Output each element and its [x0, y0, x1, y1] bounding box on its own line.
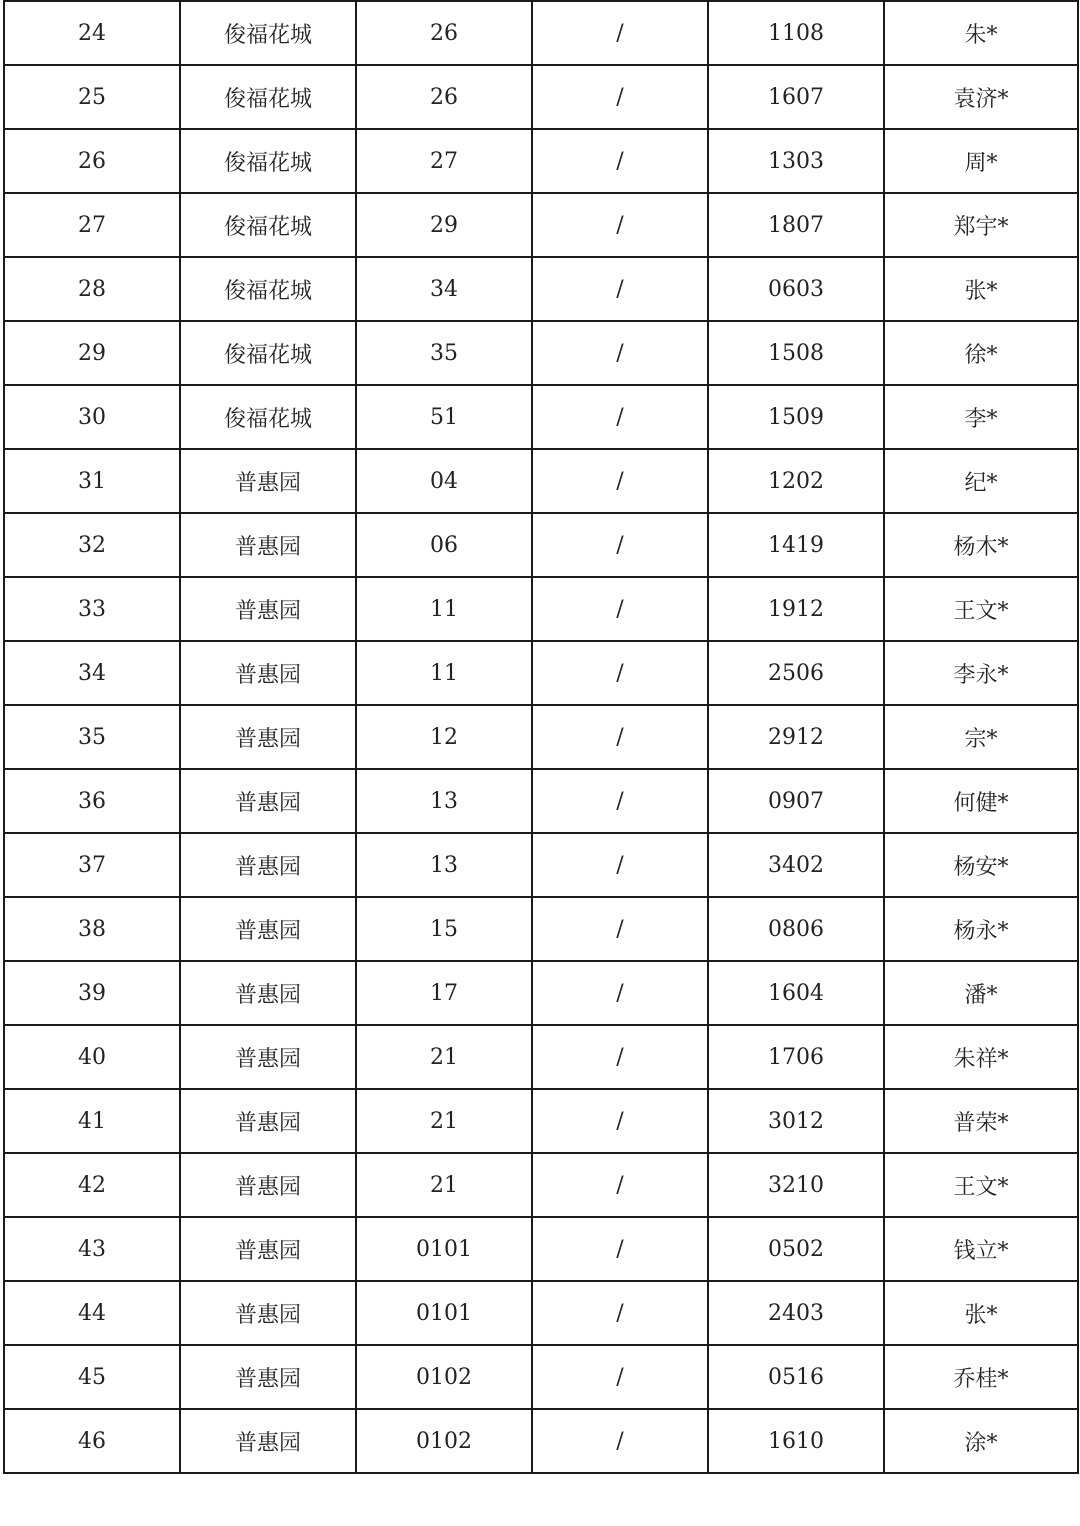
table-row	[4, 641, 1078, 705]
cell-unit: /	[532, 257, 708, 321]
cell-serial-number: 27	[4, 193, 180, 257]
cell-room: 0907	[708, 769, 884, 833]
cell-building: 34	[356, 257, 532, 321]
cell-community: 俊福花城	[180, 65, 356, 129]
cell-room: 1706	[708, 1025, 884, 1089]
cell-name: 李*	[884, 385, 1078, 449]
table-row	[4, 1089, 1078, 1153]
table-row	[4, 257, 1078, 321]
cell-building: 21	[356, 1153, 532, 1217]
cell-room: 1509	[708, 385, 884, 449]
table-row	[4, 449, 1078, 513]
cell-name: 纪*	[884, 449, 1078, 513]
cell-unit: /	[532, 641, 708, 705]
table-row	[4, 1217, 1078, 1281]
cell-name: 乔桂*	[884, 1345, 1078, 1409]
cell-community: 普惠园	[180, 1089, 356, 1153]
cell-name: 周*	[884, 129, 1078, 193]
cell-unit: /	[532, 961, 708, 1025]
cell-community: 普惠园	[180, 769, 356, 833]
cell-community: 俊福花城	[180, 129, 356, 193]
cell-building: 04	[356, 449, 532, 513]
cell-community: 普惠园	[180, 961, 356, 1025]
cell-unit: /	[532, 1153, 708, 1217]
cell-building: 13	[356, 833, 532, 897]
cell-name: 杨永*	[884, 897, 1078, 961]
table-row	[4, 193, 1078, 257]
cell-serial-number: 46	[4, 1409, 180, 1473]
cell-name: 朱*	[884, 1, 1078, 65]
cell-serial-number: 40	[4, 1025, 180, 1089]
cell-serial-number: 32	[4, 513, 180, 577]
cell-room: 0516	[708, 1345, 884, 1409]
cell-unit: /	[532, 1025, 708, 1089]
cell-serial-number: 36	[4, 769, 180, 833]
cell-room: 1508	[708, 321, 884, 385]
cell-community: 普惠园	[180, 577, 356, 641]
table-row	[4, 577, 1078, 641]
cell-community: 普惠园	[180, 1153, 356, 1217]
cell-room: 0502	[708, 1217, 884, 1281]
table-row	[4, 1153, 1078, 1217]
cell-room: 1303	[708, 129, 884, 193]
cell-name: 李永*	[884, 641, 1078, 705]
table-row	[4, 897, 1078, 961]
cell-room: 0603	[708, 257, 884, 321]
cell-community: 普惠园	[180, 833, 356, 897]
cell-room: 1202	[708, 449, 884, 513]
cell-community: 普惠园	[180, 1409, 356, 1473]
cell-serial-number: 26	[4, 129, 180, 193]
cell-room: 2506	[708, 641, 884, 705]
cell-building: 27	[356, 129, 532, 193]
cell-room: 1807	[708, 193, 884, 257]
cell-serial-number: 25	[4, 65, 180, 129]
roster-table-body	[4, 1, 1078, 1473]
cell-serial-number: 39	[4, 961, 180, 1025]
cell-name: 张*	[884, 257, 1078, 321]
cell-building: 11	[356, 641, 532, 705]
cell-unit: /	[532, 577, 708, 641]
cell-community: 俊福花城	[180, 321, 356, 385]
cell-name: 袁济*	[884, 65, 1078, 129]
cell-unit: /	[532, 1345, 708, 1409]
cell-room: 1607	[708, 65, 884, 129]
cell-room: 2403	[708, 1281, 884, 1345]
cell-room: 1912	[708, 577, 884, 641]
table-row	[4, 769, 1078, 833]
cell-community: 普惠园	[180, 1025, 356, 1089]
cell-unit: /	[532, 1, 708, 65]
table-row	[4, 1409, 1078, 1473]
cell-serial-number: 30	[4, 385, 180, 449]
cell-building: 0102	[356, 1409, 532, 1473]
cell-room: 1108	[708, 1, 884, 65]
cell-room: 2912	[708, 705, 884, 769]
cell-unit: /	[532, 65, 708, 129]
cell-community: 普惠园	[180, 705, 356, 769]
cell-serial-number: 34	[4, 641, 180, 705]
cell-building: 21	[356, 1089, 532, 1153]
cell-room: 1419	[708, 513, 884, 577]
cell-unit: /	[532, 1409, 708, 1473]
table-row	[4, 1, 1078, 65]
table-row	[4, 705, 1078, 769]
cell-serial-number: 24	[4, 1, 180, 65]
cell-community: 普惠园	[180, 641, 356, 705]
cell-unit: /	[532, 1281, 708, 1345]
table-row	[4, 1281, 1078, 1345]
cell-unit: /	[532, 129, 708, 193]
cell-serial-number: 28	[4, 257, 180, 321]
cell-building: 0102	[356, 1345, 532, 1409]
cell-room: 1610	[708, 1409, 884, 1473]
cell-building: 21	[356, 1025, 532, 1089]
cell-room: 3402	[708, 833, 884, 897]
cell-unit: /	[532, 385, 708, 449]
cell-name: 涂*	[884, 1409, 1078, 1473]
cell-name: 郑宇*	[884, 193, 1078, 257]
cell-community: 普惠园	[180, 1281, 356, 1345]
cell-serial-number: 44	[4, 1281, 180, 1345]
cell-building: 35	[356, 321, 532, 385]
cell-room: 1604	[708, 961, 884, 1025]
cell-serial-number: 41	[4, 1089, 180, 1153]
cell-unit: /	[532, 1217, 708, 1281]
cell-serial-number: 31	[4, 449, 180, 513]
table-row	[4, 129, 1078, 193]
cell-name: 杨木*	[884, 513, 1078, 577]
cell-name: 何健*	[884, 769, 1078, 833]
cell-name: 杨安*	[884, 833, 1078, 897]
table-row	[4, 513, 1078, 577]
cell-community: 普惠园	[180, 449, 356, 513]
cell-room: 3210	[708, 1153, 884, 1217]
table-row	[4, 1025, 1078, 1089]
cell-building: 29	[356, 193, 532, 257]
cell-name: 徐*	[884, 321, 1078, 385]
cell-building: 0101	[356, 1217, 532, 1281]
cell-room: 3012	[708, 1089, 884, 1153]
cell-name: 普荣*	[884, 1089, 1078, 1153]
cell-community: 俊福花城	[180, 193, 356, 257]
cell-serial-number: 29	[4, 321, 180, 385]
cell-community: 普惠园	[180, 1345, 356, 1409]
cell-name: 潘*	[884, 961, 1078, 1025]
table-row	[4, 1345, 1078, 1409]
cell-community: 俊福花城	[180, 385, 356, 449]
cell-serial-number: 33	[4, 577, 180, 641]
roster-table	[3, 0, 1079, 1474]
table-row	[4, 833, 1078, 897]
cell-building: 12	[356, 705, 532, 769]
table-row	[4, 321, 1078, 385]
cell-name: 宗*	[884, 705, 1078, 769]
cell-unit: /	[532, 513, 708, 577]
cell-community: 普惠园	[180, 897, 356, 961]
cell-building: 26	[356, 1, 532, 65]
cell-building: 51	[356, 385, 532, 449]
cell-unit: /	[532, 897, 708, 961]
cell-unit: /	[532, 321, 708, 385]
cell-community: 俊福花城	[180, 1, 356, 65]
cell-name: 王文*	[884, 577, 1078, 641]
cell-serial-number: 35	[4, 705, 180, 769]
table-row	[4, 961, 1078, 1025]
cell-serial-number: 38	[4, 897, 180, 961]
cell-unit: /	[532, 769, 708, 833]
cell-serial-number: 45	[4, 1345, 180, 1409]
cell-building: 17	[356, 961, 532, 1025]
cell-name: 张*	[884, 1281, 1078, 1345]
cell-community: 俊福花城	[180, 257, 356, 321]
cell-community: 普惠园	[180, 513, 356, 577]
cell-unit: /	[532, 833, 708, 897]
cell-building: 13	[356, 769, 532, 833]
cell-room: 0806	[708, 897, 884, 961]
cell-name: 钱立*	[884, 1217, 1078, 1281]
cell-unit: /	[532, 705, 708, 769]
cell-building: 06	[356, 513, 532, 577]
cell-unit: /	[532, 449, 708, 513]
table-row	[4, 385, 1078, 449]
cell-serial-number: 42	[4, 1153, 180, 1217]
cell-building: 11	[356, 577, 532, 641]
cell-serial-number: 37	[4, 833, 180, 897]
cell-unit: /	[532, 193, 708, 257]
table-row	[4, 65, 1078, 129]
cell-name: 朱祥*	[884, 1025, 1078, 1089]
cell-building: 15	[356, 897, 532, 961]
cell-unit: /	[532, 1089, 708, 1153]
cell-serial-number: 43	[4, 1217, 180, 1281]
cell-building: 26	[356, 65, 532, 129]
cell-community: 普惠园	[180, 1217, 356, 1281]
cell-name: 王文*	[884, 1153, 1078, 1217]
cell-building: 0101	[356, 1281, 532, 1345]
